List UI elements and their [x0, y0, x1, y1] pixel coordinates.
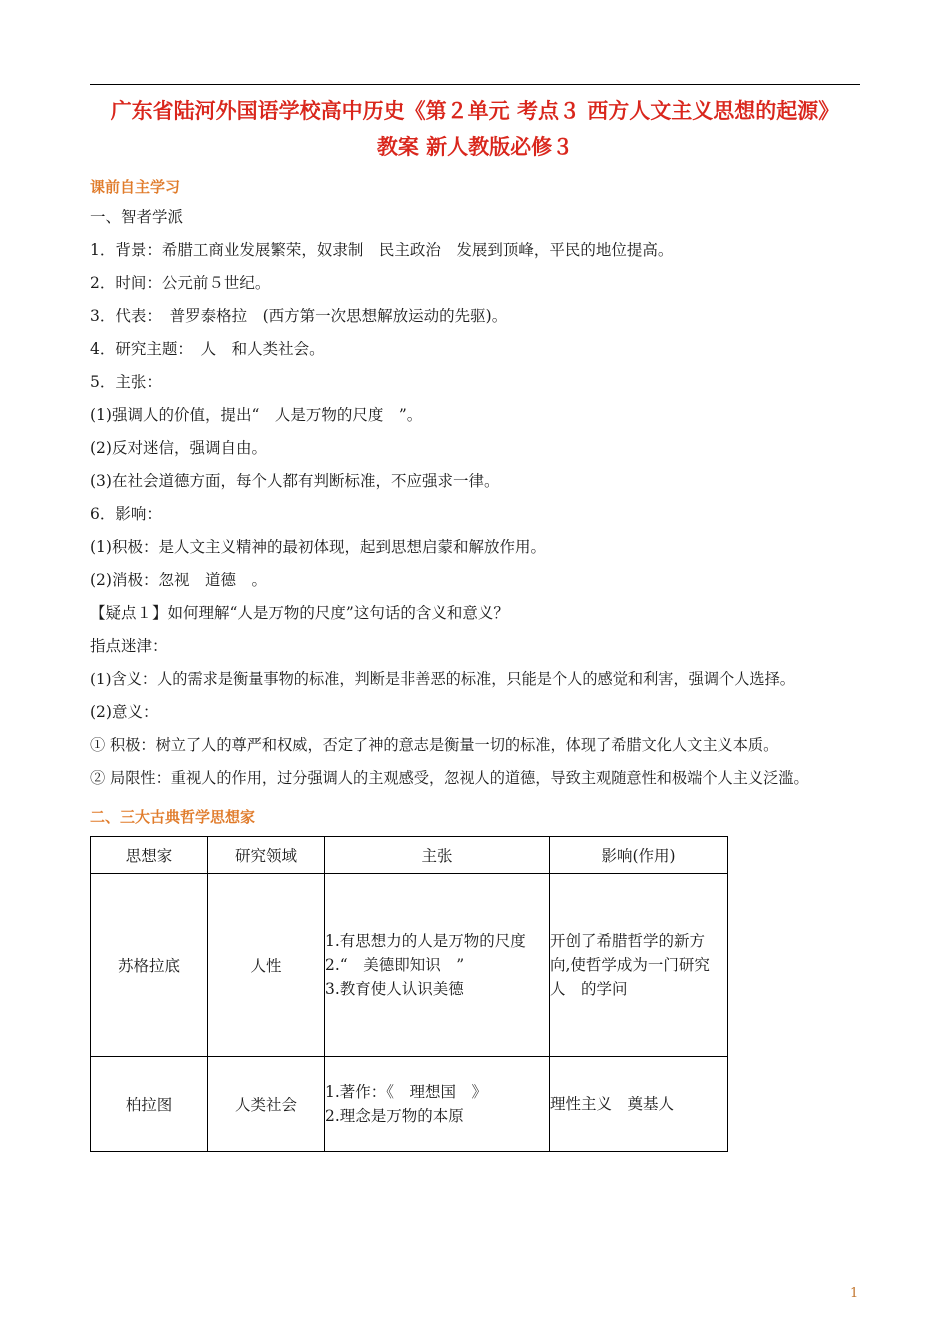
cell-impact — [550, 1057, 728, 1152]
cell-thinker: 柏拉图 — [91, 1057, 208, 1152]
item-impact-negative: (2)消极：忽视 道德 。 — [90, 571, 267, 589]
impact-line: 人 的学问 — [550, 980, 628, 998]
claim-line: 3.教育使人认识美德 — [325, 980, 464, 998]
item-impact-positive: (1)积极：是人文主义精神的最初体现，起到思想启蒙和解放作用。 — [90, 538, 546, 556]
header-rule — [90, 84, 860, 85]
header-claims: 主张 — [325, 837, 550, 874]
cell-thinker: 苏格拉底 — [91, 874, 208, 1057]
item-research-theme: 4．研究主题： 人 和人类社会。 — [90, 340, 325, 358]
item-claim-3: (3)在社会道德方面，每个人都有判断标准，不应强求一律。 — [90, 472, 500, 490]
page-number: 1 — [850, 1286, 859, 1301]
item-representative: 3．代表： 普罗泰格拉 (西方第一次思想解放运动的先驱)。 — [90, 307, 508, 325]
guidance-positive: ① 积极：树立了人的尊严和权威，否定了神的意志是衡量一切的标准，体现了希腊文化人文主义本质。 — [90, 736, 779, 754]
impact-line: 开创了希腊哲学的新方 — [550, 932, 706, 950]
table-header-row — [91, 837, 728, 874]
claim-line: 1.有思想力的人是万物的尺度 — [325, 932, 526, 950]
cell-claims — [325, 1057, 550, 1152]
header-research-field: 研究领域 — [208, 837, 325, 874]
claim-line: 1.著作：《 理想国 》 — [325, 1083, 488, 1101]
guidance-heading: 指点迷津： — [90, 637, 168, 655]
header-thinker: 思想家 — [91, 837, 208, 874]
item-claim-2: (2)反对迷信，强调自由。 — [90, 439, 267, 457]
guidance-limitation: ② 局限性：重视人的作用，过分强调人的主观感受，忽视人的道德，导致主观随意性和极端个人主义泛滥。 — [90, 769, 809, 787]
claim-line: 2.“ 美德即知识 ” — [325, 956, 465, 974]
section-heading-preview-study: 课前自主学习 — [90, 178, 181, 196]
table-row — [91, 874, 728, 1057]
item-impact-heading: 6．影响： — [90, 505, 162, 523]
cell-field: 人性 — [208, 874, 325, 1057]
cell-claims — [325, 874, 550, 1057]
item-claims-heading: 5．主张： — [90, 373, 162, 391]
part-title-sophists: 一、智者学派 — [90, 208, 184, 226]
item-time: 2．时间：公元前５世纪。 — [90, 274, 271, 292]
item-claim-1: (1)强调人的价值，提出“ 人是万物的尺度 ”。 — [90, 406, 423, 424]
impact-line: 理性主义 奠基人 — [550, 1095, 675, 1113]
table-row — [91, 1057, 728, 1152]
header-impact: 影响(作用) — [550, 837, 728, 874]
doubt-point-1: 【疑点１】如何理解“人是万物的尺度”这句话的含义和意义？ — [90, 604, 509, 622]
guidance-significance-heading: (2)意义： — [90, 703, 159, 721]
document-title-line1: 广东省陆河外国语学校高中历史《第２单元 考点３ 西方人文主义思想的起源》 — [110, 98, 840, 123]
cell-field: 人类社会 — [208, 1057, 325, 1152]
philosophers-table — [90, 836, 728, 1152]
impact-line: 向,使哲学成为一门研究 — [550, 956, 710, 974]
guidance-meaning: (1)含义：人的需求是衡量事物的标准，判断是非善恶的标准，只能是个人的感觉和利害，强调个人选择。 — [90, 670, 795, 688]
item-background: 1．背景：希腊工商业发展繁荣，奴隶制 民主政治 发展到顶峰，平民的地位提高。 — [90, 241, 674, 259]
claim-line: 2.理念是万物的本原 — [325, 1107, 464, 1125]
document-title-line2: 教案 新人教版必修３ — [376, 134, 574, 159]
cell-impact — [550, 874, 728, 1057]
section-heading-three-philosophers: 二、三大古典哲学思想家 — [90, 808, 256, 826]
